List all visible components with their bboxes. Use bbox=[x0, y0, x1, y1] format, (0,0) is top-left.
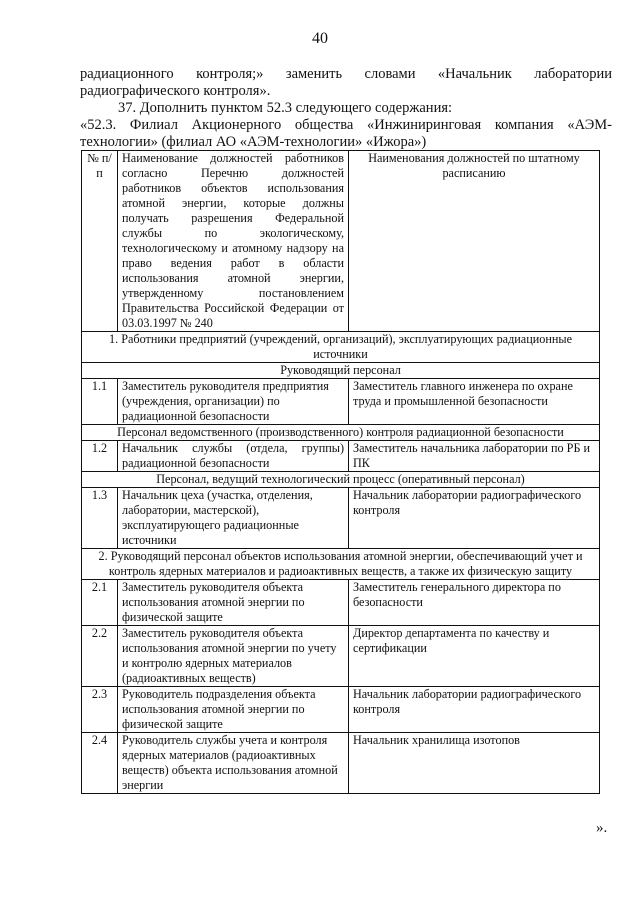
row-staff-name: Директор департамента по качеству и сертификации bbox=[349, 626, 600, 687]
intro-line-4: «52.3. Филиал Акционерного общества «Инжиниринговая компания «АЭМ- bbox=[80, 117, 612, 133]
closing-quote: ». bbox=[596, 820, 608, 836]
header-position-name: Наименование должностей работников согласно Перечню должностей работников объектов использования атомной энергии, которые должны получать разрешения Федеральной службы по экологическому, технологическому и атомному надзору на право ведения работ в области использования атомной энергии, утвержденному постановлением Правительства Российской Федерации от 03.03.1997 № 240 bbox=[118, 151, 349, 332]
positions-table bbox=[81, 150, 600, 794]
row-position-name: Руководитель подразделения объекта использования атомной энергии по физической защите bbox=[118, 687, 349, 733]
row-num: 1.1 bbox=[82, 379, 118, 425]
header-staff-name: Наименования должностей по штатному расписанию bbox=[349, 151, 600, 332]
subsection-row bbox=[82, 472, 600, 488]
row-position-name: Заместитель руководителя объекта использования атомной энергии по учету и контролю ядерных материалов (радиоактивных веществ) bbox=[118, 626, 349, 687]
table-row bbox=[82, 733, 600, 794]
subsection-control: Персонал ведомственного (производственного) контроля радиационной безопасности bbox=[82, 425, 600, 441]
row-num: 1.3 bbox=[82, 488, 118, 549]
table-row bbox=[82, 488, 600, 549]
section-row bbox=[82, 549, 600, 580]
row-num: 1.2 bbox=[82, 441, 118, 472]
intro-line-2: радиографического контроля». bbox=[80, 83, 271, 99]
row-position-name: Начальник цеха (участка, отделения, лаборатории, мастерской), эксплуатирующего радиационные источники bbox=[118, 488, 349, 549]
row-position-name: Заместитель руководителя предприятия (учреждения, организации) по радиационной безопасности bbox=[118, 379, 349, 425]
page-number: 40 bbox=[312, 30, 328, 47]
subsection-row bbox=[82, 425, 600, 441]
row-staff-name: Заместитель генерального директора по безопасности bbox=[349, 580, 600, 626]
section-2-title: 2. Руководящий персонал объектов использования атомной энергии, обеспечивающий учет и контроль ядерных материалов и радиоактивных веществ, а также их физическую защиту bbox=[82, 549, 600, 580]
row-staff-name: Заместитель главного инженера по охране труда и промышленной безопасности bbox=[349, 379, 600, 425]
table-header-row bbox=[82, 151, 600, 332]
subsection-operational: Персонал, ведущий технологический процесс (оперативный персонал) bbox=[82, 472, 600, 488]
table-row bbox=[82, 626, 600, 687]
row-num: 2.1 bbox=[82, 580, 118, 626]
table-row bbox=[82, 580, 600, 626]
row-num: 2.2 bbox=[82, 626, 118, 687]
row-position-name: Заместитель руководителя объекта использования атомной энергии по физической защите bbox=[118, 580, 349, 626]
subsection-row bbox=[82, 363, 600, 379]
intro-line-3: 37. Дополнить пунктом 52.3 следующего содержания: bbox=[118, 100, 453, 116]
header-num: № п/п bbox=[82, 151, 118, 332]
row-staff-name: Начальник хранилища изотопов bbox=[349, 733, 600, 794]
intro-line-1: радиационного контроля;» заменить словами «Начальник лаборатории bbox=[80, 66, 612, 82]
row-num: 2.4 bbox=[82, 733, 118, 794]
table-row bbox=[82, 687, 600, 733]
row-position-name: Начальник службы (отдела, группы) радиационной безопасности bbox=[118, 441, 349, 472]
row-staff-name: Начальник лаборатории радиографического контроля bbox=[349, 687, 600, 733]
row-position-name: Руководитель службы учета и контроля ядерных материалов (радиоактивных веществ) объекта использования атомной энергии bbox=[118, 733, 349, 794]
row-staff-name: Начальник лаборатории радиографического контроля bbox=[349, 488, 600, 549]
row-num: 2.3 bbox=[82, 687, 118, 733]
subsection-management: Руководящий персонал bbox=[82, 363, 600, 379]
section-row bbox=[82, 332, 600, 363]
table-row bbox=[82, 441, 600, 472]
intro-line-5: технологии» (филиал АО «АЭМ-технологии» «Ижора») bbox=[80, 134, 427, 150]
row-staff-name: Заместитель начальника лаборатории по РБ и ПК bbox=[349, 441, 600, 472]
section-1-title: 1. Работники предприятий (учреждений, организаций), эксплуатирующих радиационные источники bbox=[82, 332, 600, 363]
table-row bbox=[82, 379, 600, 425]
